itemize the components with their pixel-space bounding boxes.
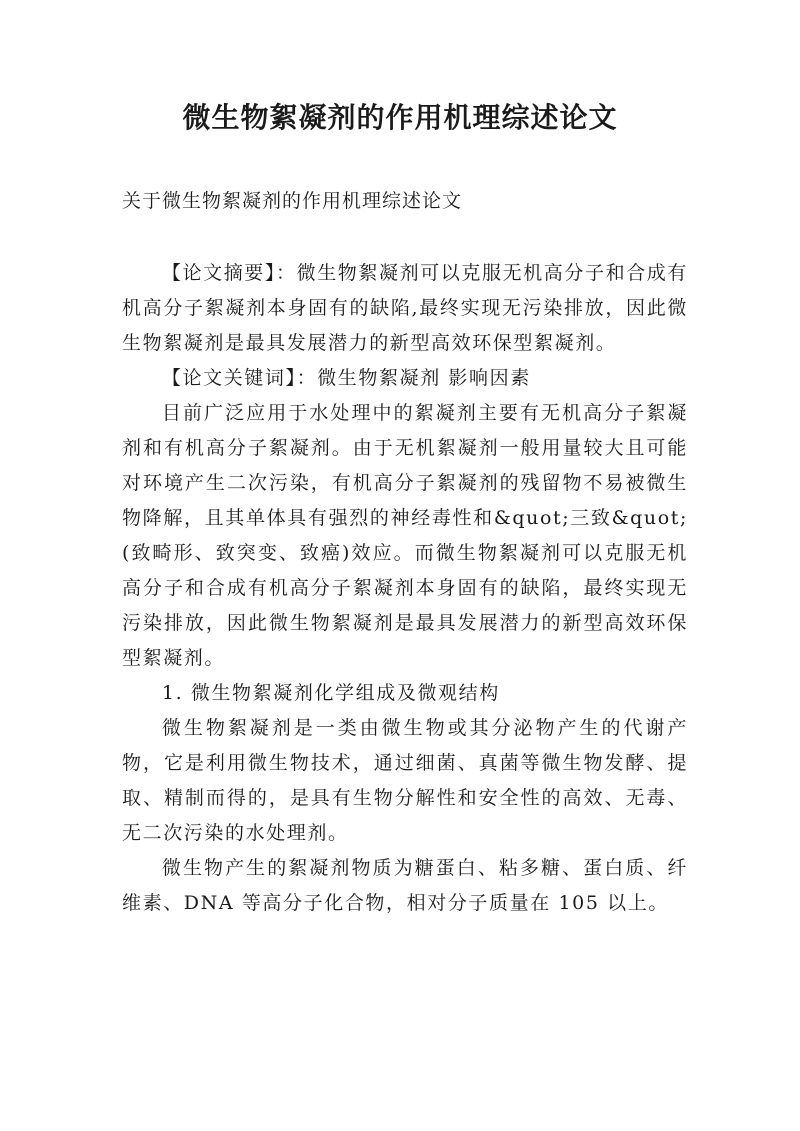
keywords-paragraph: 【论文关键词】：微生物絮凝剂 影响因素	[161, 367, 531, 389]
document-body	[122, 256, 688, 921]
abstract-paragraph: 【论文摘要】：微生物絮凝剂可以克服无机高分子和合成有机高分子絮凝剂本身固有的缺陷,最终实现无污染排放，因此微生物絮凝剂是最具发展潜力的新型高效环保型絮凝剂。	[122, 262, 688, 354]
body-paragraph: 微生物絮凝剂是一类由微生物或其分泌物产生的代谢产物，它是利用微生物技术，通过细菌、真菌等微生物发酵、提取、精制而得的，是具有生物分解性和安全性的高效、无毒、无二次污染的水处理剂。	[122, 717, 688, 844]
body-paragraph: 微生物产生的絮凝剂物质为糖蛋白、粘多糖、蛋白质、纤维素、DNA 等高分子化合物，相对分子质量在 105 以上。	[122, 857, 688, 914]
section-heading: 1. 微生物絮凝剂化学组成及微观结构	[161, 682, 500, 704]
document-subtitle: 关于微生物絮凝剂的作用机理综述论文	[122, 190, 463, 212]
intro-paragraph: 目前广泛应用于水处理中的絮凝剂主要有无机高分子絮凝剂和有机高分子絮凝剂。由于无机絮凝剂一般用量较大且可能对环境产生二次污染，有机高分子絮凝剂的残留物不易被微生物降解，且其单体具有强烈的神经毒性和&quot;三致&quot;(致畸形、致突变、致癌)效应。而微生物絮凝剂可以克服无机高分子和合成有机高分子絮凝剂本身固有的缺陷，最终实现无污染排放，因此微生物絮凝剂是最具发展潜力的新型高效环保型絮凝剂。	[122, 402, 688, 669]
document-title: 微生物絮凝剂的作用机理综述论文	[182, 101, 618, 134]
